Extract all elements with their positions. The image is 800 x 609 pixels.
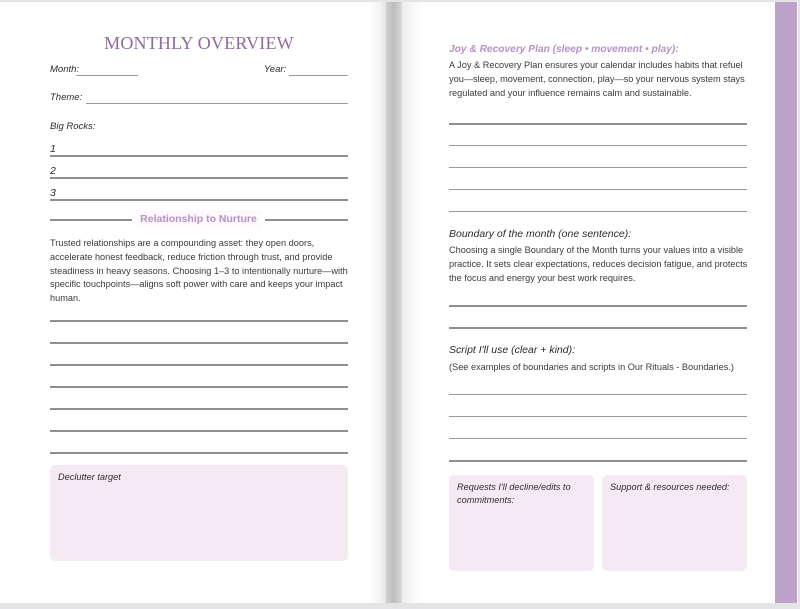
big-rock-number: 3: [50, 187, 56, 199]
requests-decline-box[interactable]: [449, 475, 594, 571]
writing-line: [50, 364, 348, 366]
big-rock-number: 2: [50, 165, 56, 177]
writing-line: [449, 189, 747, 190]
book-spine-gutter: [386, 2, 402, 603]
big-rock-line: [50, 199, 348, 201]
heading-divider-right: [265, 219, 348, 221]
script-writing-area[interactable]: [449, 380, 747, 462]
requests-decline-label: Requests I'll decline/edits to commitments:: [457, 482, 571, 505]
writing-line: [449, 394, 747, 395]
boundary-heading: Boundary of the month (one sentence):: [449, 228, 632, 240]
writing-line: [449, 123, 747, 125]
relationship-description: Trusted relationships are a compounding asset: they open doors, accelerate honest feedback, reduce friction through trust, and provide steadiness in heavy seasons. Choosing 1–3 to intentionally nurture—with specific touchpoints—aligns soft power with care and keeps your impact human.: [50, 238, 348, 304]
big-rock-line: [50, 177, 348, 179]
writing-line: [449, 438, 747, 439]
year-label: Year:: [264, 64, 287, 75]
relationship-writing-area[interactable]: [50, 305, 348, 455]
boundary-description: Choosing a single Boundary of the Month turns your values into a visible practice. It sets clear expectations, reduces decision fatigue, and protects the focus and energy your best work requires.: [449, 245, 748, 283]
writing-line: [449, 327, 747, 329]
section-tab-strip: [775, 2, 797, 603]
joy-recovery-writing-area[interactable]: [449, 110, 747, 214]
big-rock-line: [50, 155, 348, 157]
writing-line: [50, 430, 348, 432]
relationship-heading: Relationship to Nurture: [135, 210, 262, 229]
joy-recovery-description: A Joy & Recovery Plan ensures your calendar includes habits that refuel you—sleep, movement, connection, play—so your nervous system stays regulated and your influence remains calm and sustainable.: [449, 60, 745, 98]
writing-line: [449, 145, 747, 146]
writing-line: [449, 211, 747, 212]
month-label: Month:: [50, 64, 80, 75]
big-rock-field[interactable]: [60, 142, 348, 155]
boundary-writing-area[interactable]: [449, 290, 747, 330]
writing-line: [449, 167, 747, 168]
script-heading: Script I'll use (clear + kind):: [449, 344, 576, 356]
declutter-target-label: Declutter target: [58, 472, 121, 482]
big-rock-field[interactable]: [60, 164, 348, 177]
theme-field-line: [86, 103, 348, 104]
writing-line: [449, 460, 747, 462]
declutter-target-box[interactable]: [50, 465, 348, 561]
writing-line: [50, 342, 348, 344]
writing-line: [50, 320, 348, 322]
support-resources-box[interactable]: [602, 475, 747, 571]
writing-line: [449, 305, 747, 307]
big-rocks-label: Big Rocks:: [50, 121, 96, 132]
writing-line: [50, 452, 348, 454]
writing-line: [50, 386, 348, 388]
script-description: (See examples of boundaries and scripts in Our Rituals - Boundaries.): [449, 362, 734, 372]
heading-divider-left: [50, 219, 132, 221]
support-resources-label: Support & resources needed:: [610, 482, 730, 492]
big-rock-number: 1: [50, 143, 56, 155]
theme-label: Theme:: [50, 92, 83, 103]
big-rock-field[interactable]: [60, 186, 348, 199]
writing-line: [449, 416, 747, 417]
writing-line: [50, 408, 348, 410]
page-title: MONTHLY OVERVIEW: [104, 33, 294, 53]
year-field-line: [289, 75, 348, 76]
month-field-line: [76, 75, 138, 76]
joy-recovery-heading: Joy & Recovery Plan (sleep • movement • play):: [449, 44, 679, 55]
